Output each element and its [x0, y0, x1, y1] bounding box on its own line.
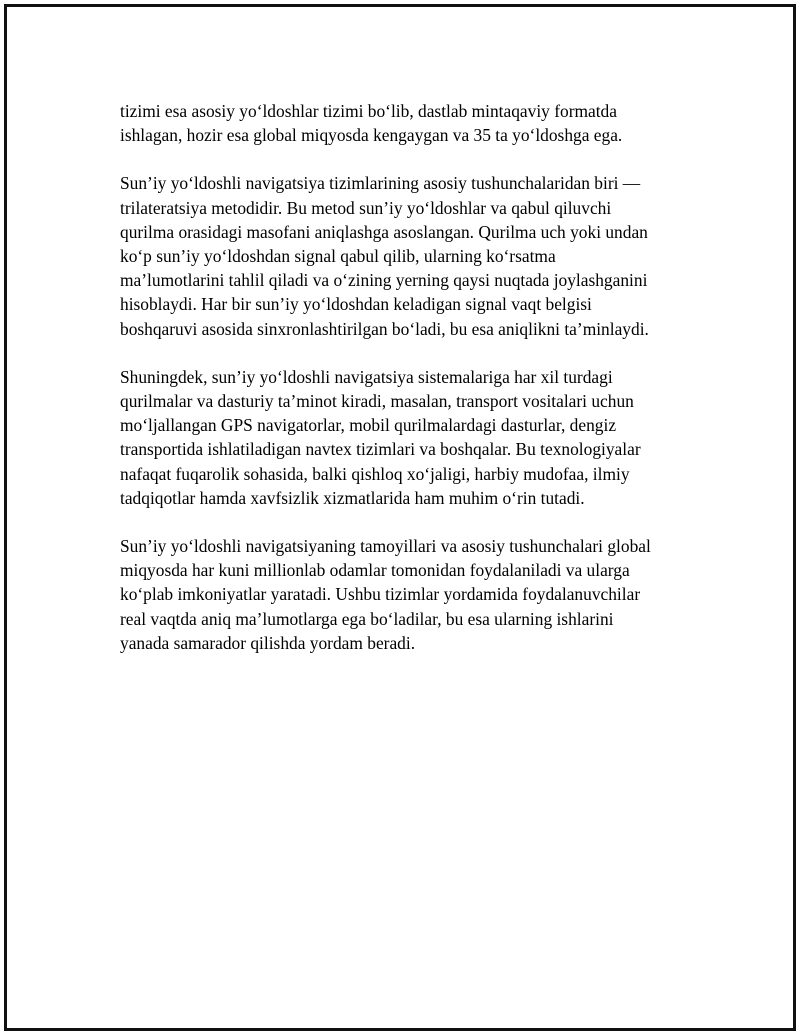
text-line: miqyosda har kuni millionlab odamlar tomonidan foydalaniladi va ularga [120, 560, 630, 581]
text-line: qurilma orasidagi masofani aniqlashga asoslangan. Qurilma uch yoki undan [120, 221, 648, 242]
text-line: Sun’iy yo‘ldoshli navigatsiya tizimlarining asosiy tushunchalaridan biri — [120, 173, 641, 194]
text-line: mo‘ljallangan GPS navigatorlar, mobil qurilmalardagi dasturlar, dengiz [120, 415, 617, 436]
text-line: qurilmalar va dasturiy ta’minot kiradi, masalan, transport vositalari uchun [120, 391, 634, 412]
document-page [4, 4, 796, 1031]
text-line: transportida ishlatiladigan navtex tizimlari va boshqalar. Bu texnologiyalar [120, 439, 641, 460]
text-line: Shuningdek, sun’iy yo‘ldoshli navigatsiya sistemalariga har xil turdagi [120, 366, 613, 387]
text-line: ishlagan, hozir esa global miqyosda kengaygan va 35 ta yo‘ldoshga ega. [120, 125, 623, 146]
text-line: tizimi esa asosiy yo‘ldoshlar tizimi bo‘lib, dastlab mintaqaviy formatda [120, 101, 617, 121]
document-body [120, 99, 700, 679]
text-line: boshqaruvi asosida sinxronlashtirilgan bo‘ladi, bu esa aniqlikni ta’minlaydi. [120, 318, 649, 339]
paragraph [120, 171, 700, 340]
text-line: ma’lumotlarini tahlil qiladi va o‘zining yerning qaysi nuqtada joylashganini [120, 270, 648, 291]
paragraph [120, 534, 700, 655]
paragraph [120, 99, 700, 147]
text-line: hisoblaydi. Har bir sun’iy yo‘ldoshdan keladigan signal vaqt belgisi [120, 294, 592, 315]
text-line: ko‘p sun’iy yo‘ldoshdan signal qabul qilib, ularning ko‘rsatma [120, 246, 556, 267]
text-line: ko‘plab imkoniyatlar yaratadi. Ushbu tizimlar yordamida foydalanuvchilar [120, 584, 641, 605]
text-line: Sun’iy yo‘ldoshli navigatsiyaning tamoyillari va asosiy tushunchalari global [120, 536, 651, 557]
text-line: trilateratsiya metodidir. Bu metod sun’iy yo‘ldoshlar va qabul qiluvchi [120, 197, 612, 218]
paragraph [120, 365, 700, 510]
text-line: real vaqtda aniq ma’lumotlarga ega bo‘ladilar, bu esa ularning ishlarini [120, 608, 614, 629]
text-line: tadqiqotlar hamda xavfsizlik xizmatlarida ham muhim o‘rin tutadi. [120, 487, 585, 508]
text-line: yanada samarador qilishda yordam beradi. [120, 632, 416, 653]
text-line: nafaqat fuqarolik sohasida, balki qishloq xo‘jaligi, harbiy mudofaa, ilmiy [120, 463, 630, 484]
